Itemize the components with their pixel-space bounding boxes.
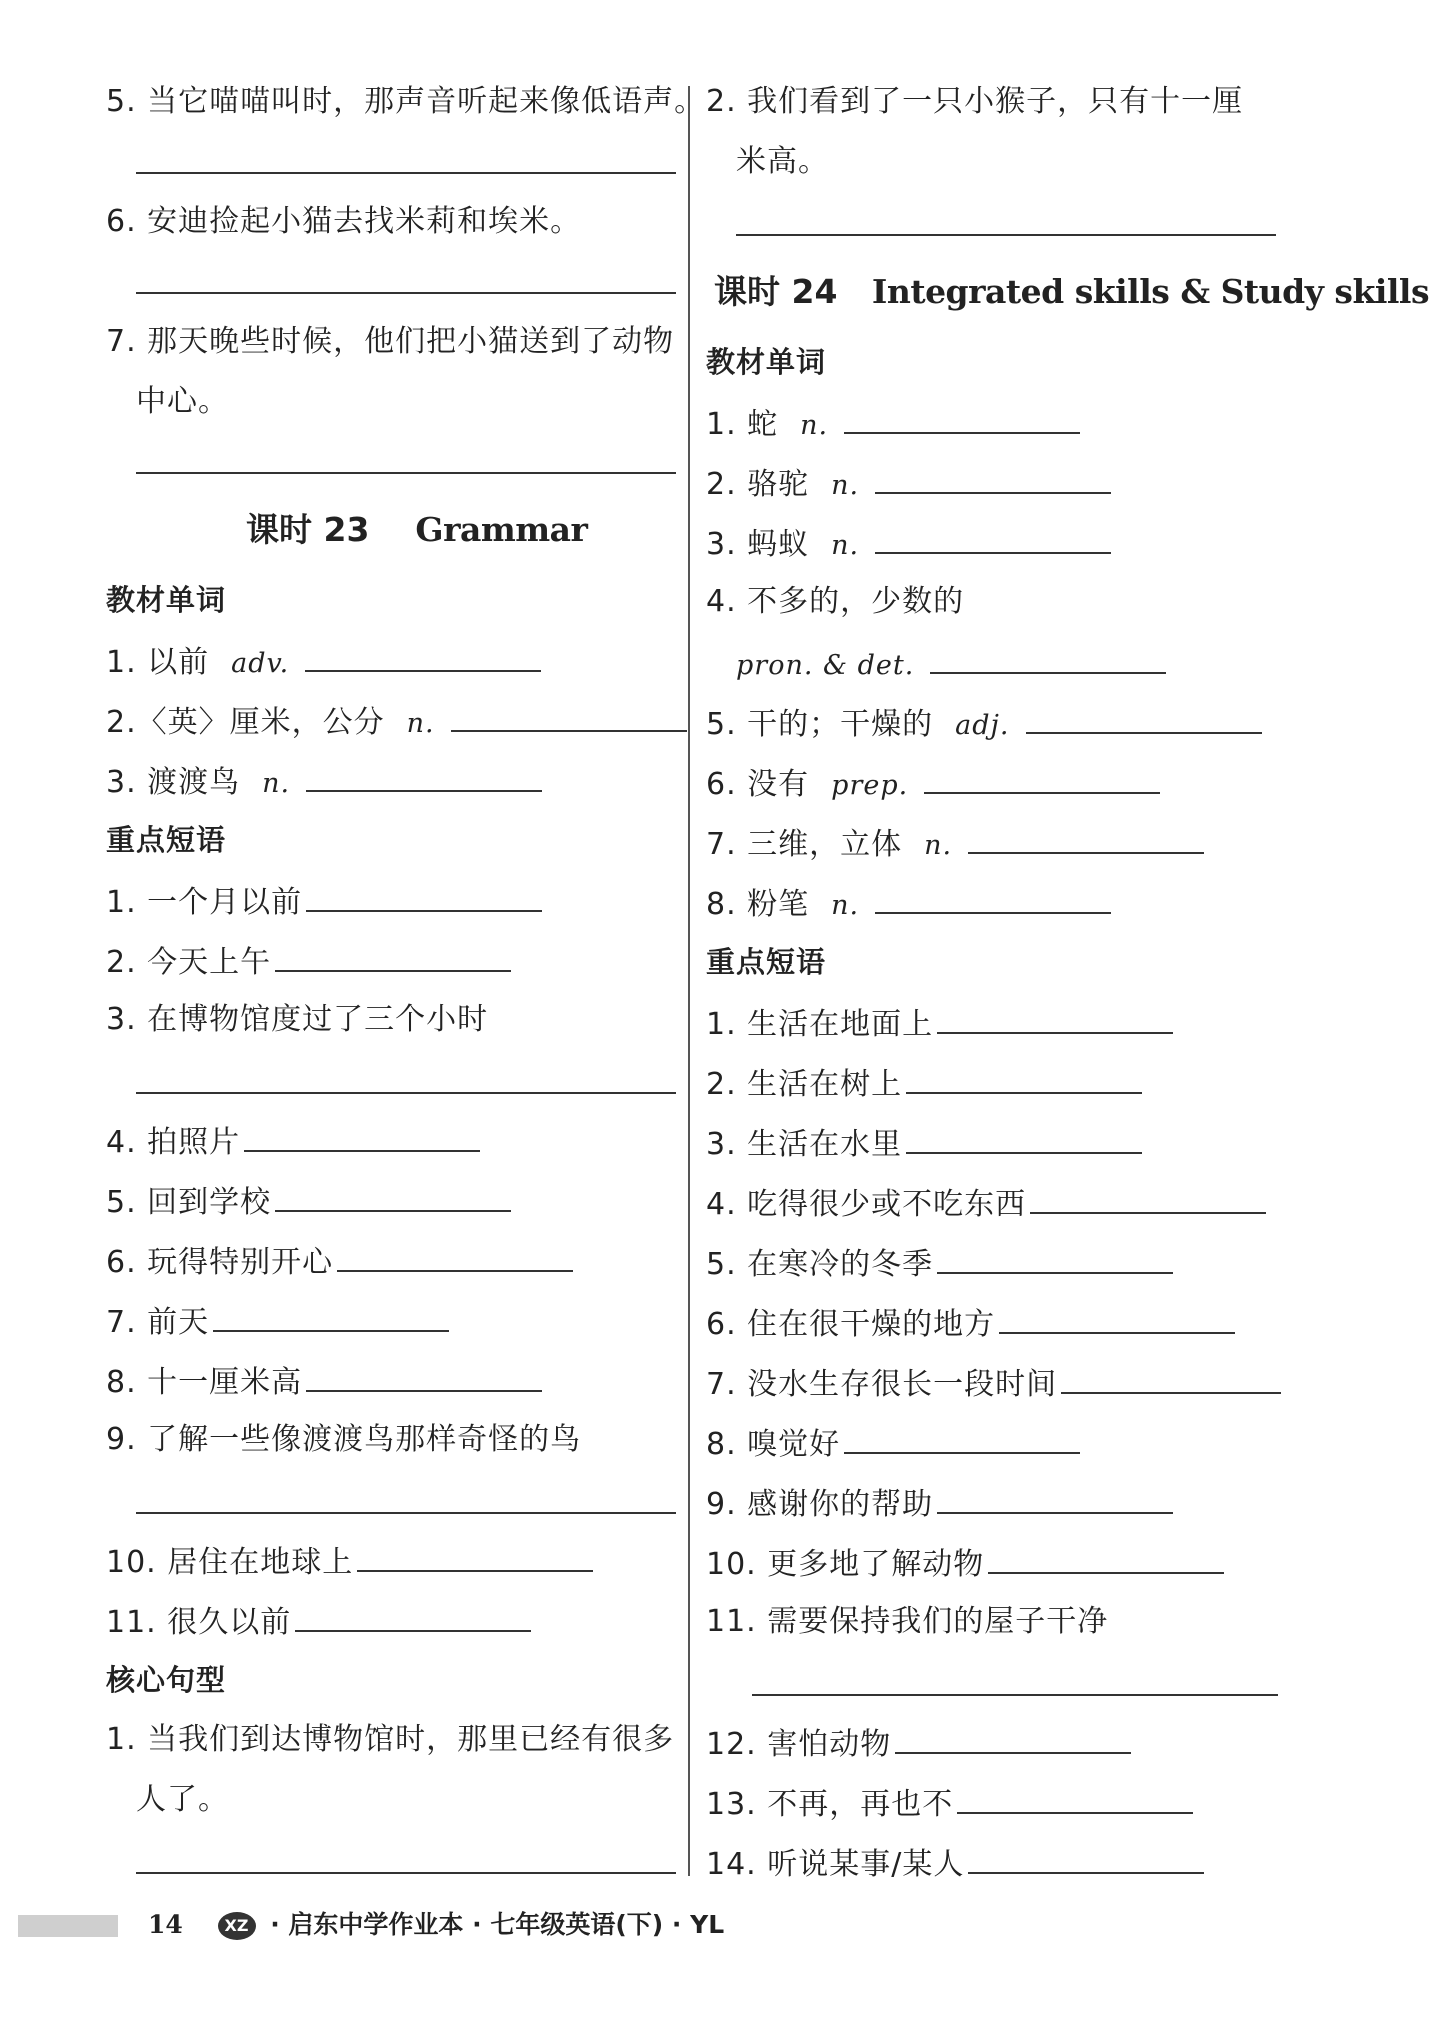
exercise-item: 5. 当它喵喵叫时，那声音听起来像低语声。: [106, 84, 706, 119]
answer-blank[interactable]: [937, 1242, 1173, 1274]
answer-blank[interactable]: [924, 762, 1160, 794]
answer-blank[interactable]: [968, 1842, 1204, 1874]
vocab-item: 7. 三维，立体 n.: [706, 822, 1204, 866]
phrase-item: 3. 在博物馆度过了三个小时: [106, 1002, 489, 1037]
section-heading: 重点短语: [706, 945, 827, 979]
answer-line[interactable]: [136, 472, 676, 474]
answer-line[interactable]: [752, 1694, 1278, 1696]
answer-blank[interactable]: [305, 640, 541, 672]
lesson-label: 课时 24: [714, 272, 838, 311]
page-footer: [148, 1908, 724, 1942]
answer-blank[interactable]: [1061, 1362, 1281, 1394]
section-heading: 核心句型: [106, 1663, 227, 1697]
phrase-item: 8. 十一厘米高: [106, 1360, 542, 1403]
vocab-item: 3. 渡渡鸟 n.: [106, 760, 542, 804]
phrase-item: 1. 一个月以前: [106, 880, 542, 923]
vocab-item: 2.〈英〉厘米，公分 n.: [106, 700, 687, 744]
answer-line[interactable]: [136, 172, 676, 174]
answer-blank[interactable]: [337, 1240, 573, 1272]
phrase-item: 4. 吃得很少或不吃东西: [706, 1182, 1266, 1225]
section-heading: 教材单词: [706, 345, 827, 379]
vocab-item: 1. 以前 adv.: [106, 640, 541, 684]
phrase-item: 12. 害怕动物: [706, 1722, 1131, 1765]
sentence-item: 1. 当我们到达博物馆时，那里已经有很多: [106, 1722, 675, 1757]
answer-blank[interactable]: [906, 1062, 1142, 1094]
phrase-item: 14. 听说某事/某人: [706, 1842, 1204, 1885]
phrase-item: 11. 很久以前: [106, 1600, 531, 1643]
phrase-item: 1. 生活在地面上: [706, 1002, 1173, 1045]
section-heading: 教材单词: [106, 583, 227, 617]
vocab-item: 4. 不多的，少数的: [706, 584, 965, 619]
phrase-item: 11. 需要保持我们的屋子干净: [706, 1604, 1109, 1639]
vocab-item: 2. 骆驼 n.: [706, 462, 1111, 506]
publisher-logo-icon: XZ: [218, 1912, 256, 1940]
phrase-item: 7. 前天: [106, 1300, 449, 1343]
column-divider: [688, 86, 690, 1876]
exercise-item: 2. 我们看到了一只小猴子，只有十一厘: [706, 84, 1244, 119]
phrase-item: 5. 在寒冷的冬季: [706, 1242, 1173, 1285]
lesson-23-heading: [246, 508, 587, 552]
answer-blank[interactable]: [875, 882, 1111, 914]
answer-line[interactable]: [136, 1512, 676, 1514]
answer-blank[interactable]: [275, 940, 511, 972]
answer-blank[interactable]: [451, 700, 687, 732]
vocab-item: 5. 干的；干燥的 adj.: [706, 702, 1262, 746]
lesson-title: Integrated skills & Study skills: [871, 272, 1429, 311]
phrase-item: 9. 了解一些像渡渡鸟那样奇怪的鸟: [106, 1422, 582, 1457]
answer-blank[interactable]: [357, 1540, 593, 1572]
answer-blank[interactable]: [295, 1600, 531, 1632]
answer-blank[interactable]: [930, 642, 1166, 674]
answer-blank[interactable]: [875, 522, 1111, 554]
phrase-item: 3. 生活在水里: [706, 1122, 1142, 1165]
phrase-item: 9. 感谢你的帮助: [706, 1482, 1173, 1525]
exercise-item: 6. 安迪捡起小猫去找米莉和埃米。: [106, 204, 582, 239]
answer-line[interactable]: [136, 1092, 676, 1094]
section-heading: 重点短语: [106, 823, 227, 857]
phrase-item: 2. 生活在树上: [706, 1062, 1142, 1105]
phrase-item: 10. 更多地了解动物: [706, 1542, 1224, 1585]
answer-line[interactable]: [136, 292, 676, 294]
answer-blank[interactable]: [844, 402, 1080, 434]
exercise-item: 7. 那天晚些时候，他们把小猫送到了动物: [106, 324, 675, 359]
lesson-24-heading: [714, 270, 1429, 314]
exercise-item-continued: 中心。: [136, 384, 229, 419]
answer-blank[interactable]: [937, 1482, 1173, 1514]
book-title: · 启东中学作业本 · 七年级英语(下) · YL: [270, 1910, 725, 1939]
vocab-item-continued: pron. & det.: [728, 642, 1166, 686]
phrase-item: 8. 嗅觉好: [706, 1422, 1080, 1465]
vocab-item: 6. 没有 prep.: [706, 762, 1160, 806]
answer-blank[interactable]: [213, 1300, 449, 1332]
lesson-label: 课时 23: [246, 510, 370, 549]
answer-blank[interactable]: [895, 1722, 1131, 1754]
answer-line[interactable]: [736, 234, 1276, 236]
answer-blank[interactable]: [306, 880, 542, 912]
lesson-title: Grammar: [415, 510, 588, 549]
answer-blank[interactable]: [1030, 1182, 1266, 1214]
exercise-item-continued: 米高。: [736, 144, 829, 179]
page-number: 14: [148, 1910, 183, 1939]
answer-blank[interactable]: [306, 1360, 542, 1392]
vocab-item: 3. 蚂蚁 n.: [706, 522, 1111, 566]
answer-blank[interactable]: [957, 1782, 1193, 1814]
phrase-item: 13. 不再，再也不: [706, 1782, 1193, 1825]
answer-line[interactable]: [136, 1872, 676, 1874]
footer-decor-bar: [18, 1915, 118, 1937]
answer-blank[interactable]: [244, 1120, 480, 1152]
answer-blank[interactable]: [968, 822, 1204, 854]
answer-blank[interactable]: [306, 760, 542, 792]
answer-blank[interactable]: [275, 1180, 511, 1212]
sentence-item-continued: 人了。: [136, 1782, 229, 1817]
phrase-item: 6. 住在很干燥的地方: [706, 1302, 1235, 1345]
phrase-item: 2. 今天上午: [106, 940, 511, 983]
answer-blank[interactable]: [1026, 702, 1262, 734]
phrase-item: 6. 玩得特别开心: [106, 1240, 573, 1283]
phrase-item: 5. 回到学校: [106, 1180, 511, 1223]
answer-blank[interactable]: [875, 462, 1111, 494]
answer-blank[interactable]: [937, 1002, 1173, 1034]
answer-blank[interactable]: [999, 1302, 1235, 1334]
phrase-item: 4. 拍照片: [106, 1120, 480, 1163]
answer-blank[interactable]: [844, 1422, 1080, 1454]
phrase-item: 7. 没水生存很长一段时间: [706, 1362, 1281, 1405]
phrase-item: 10. 居住在地球上: [106, 1540, 593, 1583]
answer-blank[interactable]: [906, 1122, 1142, 1154]
vocab-item: 1. 蛇 n.: [706, 402, 1080, 446]
answer-blank[interactable]: [988, 1542, 1224, 1574]
vocab-item: 8. 粉笔 n.: [706, 882, 1111, 926]
